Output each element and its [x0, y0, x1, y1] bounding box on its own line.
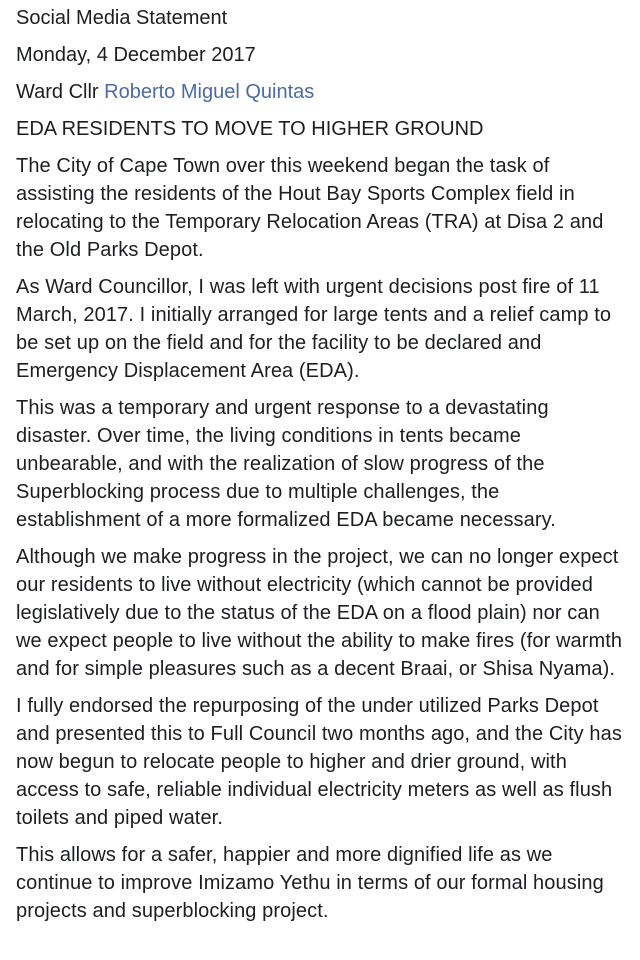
author-prefix: Ward Cllr [16, 81, 105, 103]
paragraph-6: This allows for a safer, happier and more dignified life as we continue to improve Imizamo Yethu in terms of our formal housing projects and superblocking project. [16, 844, 604, 922]
statement-header: Social Media Statement [16, 7, 228, 29]
paragraph-2: As Ward Councillor, I was left with urgent decisions post fire of 11 March, 2017. I initially arranged for large tents and a relief camp to be set up on the field and for the facility to be declared and Emergency Displacement Area (EDA). [16, 276, 612, 382]
author-mention-link[interactable]: Roberto Miguel Quintas [104, 81, 315, 103]
statement-headline: EDA RESIDENTS TO MOVE TO HIGHER GROUND [16, 118, 484, 140]
author-line [16, 78, 624, 106]
paragraph-3: This was a temporary and urgent response to a devastating disaster. Over time, the living conditions in tents became unbearable, and with the realization of slow progress of the Superblocking process due to multiple challenges, the establishment of a more formalized EDA became necessary. [16, 397, 556, 531]
paragraph-4: Although we make progress in the project, we can no longer expect our residents to live without electricity (which cannot be provided legislatively due to the status of the EDA on a flood plain) nor can we expect people to live without the ability to make fires (for warmth and for simple pleasures such as a decent Braai, or Shisa Nyama). [16, 546, 623, 680]
paragraph-1: The City of Cape Town over this weekend began the task of assisting the residents of the Hout Bay Sports Complex field in relocating to the Temporary Relocation Areas (TRA) at Disa 2 and the Old Parks Depot. [16, 155, 604, 261]
paragraph-5: I fully endorsed the repurposing of the under utilized Parks Depot and presented this to Full Council two months ago, and the City has now begun to relocate people to higher and drier ground, with access to safe, reliable individual electricity meters as well as flush toilets and piped water. [16, 695, 622, 829]
statement-date: Monday, 4 December 2017 [16, 44, 256, 66]
